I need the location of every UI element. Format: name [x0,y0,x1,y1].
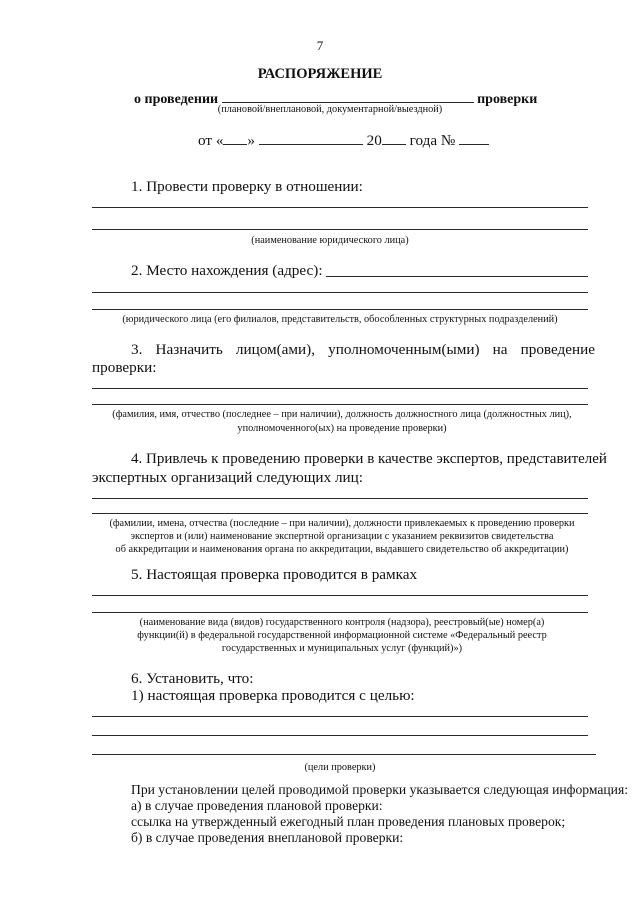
section-5-caption-2: функции(й) в федеральной государственной информационной системе «Федеральный реестр [137,630,547,641]
month-field[interactable] [259,130,363,145]
date-line [198,130,489,150]
section-4-line-1: 4. Привлечь к проведению проверки в качестве экспертов, представителей [131,451,607,467]
year-prefix: 20 [366,132,382,149]
section-3-field-line-2[interactable] [92,404,588,405]
section-6-line-2: 1) настоящая проверка проводится с целью: [131,687,415,704]
section-5-text: 5. Настоящая проверка проводится в рамках [131,566,418,583]
section-4-caption-2: экспертов и (или) наименование экспертной организации с указанием реквизитов свидетельства [130,531,554,542]
section-5-caption-3: государственных и муниципальных услуг (функций)») [221,643,463,654]
section-6-field-line-3[interactable] [92,754,596,755]
section-6-field-line-1[interactable] [92,716,588,717]
section-4-caption-3: об аккредитации и наименования органа по аккредитации, выдавшего свидетельство об аккредитации) [115,544,569,555]
section-1-field-line-1[interactable] [92,207,588,208]
section-3-field-line-1[interactable] [92,388,588,389]
section-5-field-line-1[interactable] [92,595,588,596]
section-3-line-1 [131,341,595,359]
day-field[interactable] [223,130,247,145]
section-2-text [131,262,323,280]
order-number-field[interactable] [459,130,489,145]
section-3-line-2: проверки: [92,359,157,376]
section-3-line-1-text: 3. Назначить лицом(ами), уполномоченным(ыми) на проведение [131,341,595,358]
year-suffix: года № [409,132,456,149]
section-2-field-line-1[interactable] [326,276,588,277]
inspection-type-caption: (плановой/внеплановой, документарной/выездной) [217,104,443,115]
section-2-field-line-2[interactable] [92,292,588,293]
section-5-field-line-2[interactable] [92,612,588,613]
section-4-field-line-2[interactable] [92,513,588,514]
section-6-line-1: 6. Установить, что: [131,670,254,687]
subtitle-suffix: проверки [477,92,538,107]
section-2-caption: (юридического лица (его филиалов, представительств, обособленных структурных подразделений) [122,314,558,325]
document-title: РАСПОРЯЖЕНИЕ [257,66,383,82]
section-6-caption: (цели проверки) [304,762,376,773]
notes-line-2: а) в случае проведения плановой проверки: [131,798,383,813]
section-4-caption-1: (фамилии, имена, отчества (последние – при наличии), должности привлекаемых к проведению проверки [109,518,575,529]
section-2-field-line-3[interactable] [92,309,588,310]
section-1-field-line-2[interactable] [92,229,588,230]
page-number: 7 [316,38,324,53]
section-1-caption: (наименование юридического лица) [251,235,409,246]
section-5-caption-1: (наименование вида (видов) государственного контроля (надзора), реестровый(ые) номер(а) [139,617,545,628]
year-field[interactable] [382,130,406,145]
section-2-label: 2. Место нахождения (адрес): [131,262,323,279]
section-1-text: 1. Провести проверку в отношении: [131,178,363,195]
notes-line-3: ссылка на утвержденный ежегодный план проведения плановых проверок; [131,814,566,829]
inspection-type-field[interactable] [222,88,474,103]
section-4-line-2: экспертных организаций следующих лиц: [92,469,364,486]
notes-line-4: б) в случае проведения внеплановой проверки: [131,830,404,845]
notes-line-1: При установлении целей проводимой проверки указывается следующая информация: [131,782,628,797]
section-6-field-line-2[interactable] [92,735,588,736]
section-4-field-line-1[interactable] [92,498,588,499]
subtitle-prefix: о проведении [134,92,219,107]
date-quote-close: » [247,132,256,149]
date-prefix: от « [198,132,224,149]
section-3-caption-2: уполномоченного(ых) на проведение проверки) [237,423,447,434]
section-3-caption-1: (фамилия, имя, отчество (последнее – при наличии), должность должностного лица (должностных лиц), [112,409,572,420]
